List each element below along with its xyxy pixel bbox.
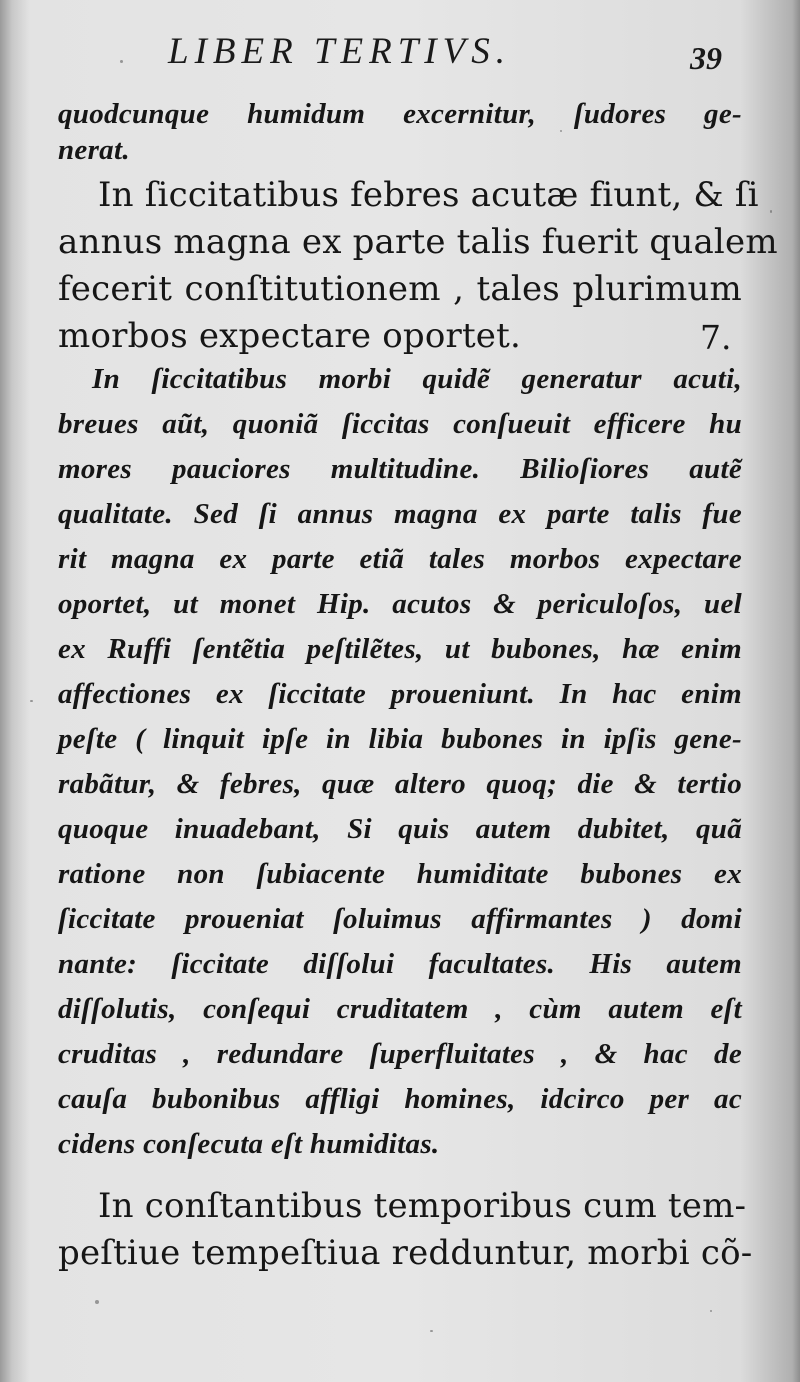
commentary-line: In ſiccitatibus morbi quidẽ generatur acuti, [92, 363, 742, 395]
paper-speck [430, 1330, 433, 1332]
commentary-line: cidens conſecuta eſt humiditas. [58, 1128, 440, 1160]
commentary-line: ratione non ſubiacente humiditate bubones ex [58, 858, 742, 890]
paper-speck [710, 1310, 712, 1312]
commentary-line: diſſolutis, conſequi cruditatem , cùm autem eſt [58, 993, 742, 1025]
running-title: LIBER TERTIVS. [168, 31, 511, 72]
paper-speck [30, 700, 33, 702]
commentary-line: oportet, ut monet Hip. acutos & periculoſos, uel [58, 588, 742, 620]
paper-speck [95, 1300, 99, 1304]
commentary-line: affectiones ex ſiccitate proueniunt. In hac enim [58, 678, 742, 710]
commentary-line: mores pauciores multitudine. Bilioſiores autẽ [58, 453, 742, 485]
text-line: nerat. [58, 134, 130, 166]
commentary-line: ſiccitate proueniat ſoluimus affirmantes ) domi [58, 903, 742, 935]
commentary-line: peſte ( linquit ipſe in libia bubones in ipſis gene- [58, 723, 742, 755]
paper-speck [770, 210, 772, 213]
commentary-line: nante: ſiccitate diſſolui facultates. His autem [58, 948, 742, 980]
commentary-line: rabãtur, & febres, quæ altero quoq; die & tertio [58, 768, 742, 800]
commentary-line: qualitate. Sed ſi annus magna ex parte talis fue [58, 498, 742, 530]
text-line: peſtiue tempeſtiua redduntur, morbi cõ- [58, 1233, 753, 1273]
commentary-line: breues aũt, quoniã ſiccitas conſueuit efficere hu [58, 408, 742, 440]
commentary-line: quoque inuadebant, Si quis autem dubitet, quã [58, 813, 742, 845]
aphorism-line: fecerit conſtitutionem , tales plurimum [58, 269, 742, 309]
commentary-line: rit magna ex parte etiã tales morbos expectare [58, 543, 742, 575]
aphorism-line: annus magna ex parte talis fuerit qualem [58, 222, 778, 262]
commentary-line: cauſa bubonibus affligi homines, idcirco per ac [58, 1083, 742, 1115]
paper-speck [120, 60, 123, 63]
text-line: In conſtantibus temporibus cum tem- [98, 1186, 747, 1226]
aphorism-number: 7. [700, 318, 732, 357]
commentary-line: cruditas , redundare ſuperfluitates , & hac de [58, 1038, 742, 1070]
text-line: quodcunque humidum excernitur, ſudores ge- [58, 98, 742, 130]
commentary-line: ex Ruffi ſentẽtia peſtilẽtes, ut bubones, hæ enim [58, 633, 742, 665]
aphorism-line: In ſiccitatibus febres acutæ fiunt, & ſi [98, 175, 759, 215]
aphorism-line: morbos expectare oportet. [58, 316, 522, 356]
page-number: 39 [690, 40, 722, 76]
